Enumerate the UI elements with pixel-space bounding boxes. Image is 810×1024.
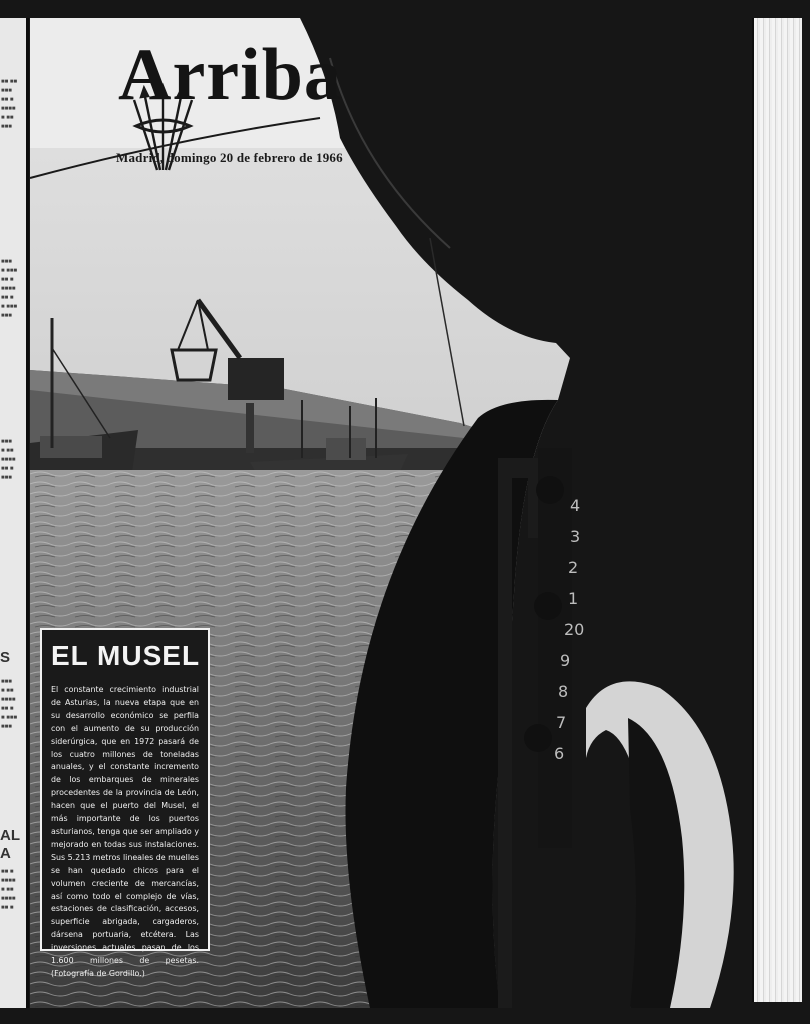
newspaper-title: Arriba xyxy=(118,34,342,116)
adjacent-page-text: ■■ ■■ ■■■ ■■ ■ ■■■■ ■ ■■ ■■■ xyxy=(1,79,18,130)
draft-mark: 20 xyxy=(564,620,585,639)
adjacent-page-heading: S xyxy=(0,649,11,666)
draft-mark: 1 xyxy=(568,589,579,608)
draft-mark: 3 xyxy=(570,527,581,546)
front-page xyxy=(30,18,752,1008)
adjacent-page-text: ■■■ ■ ■■■ ■■ ■ ■■■■ ■■ ■ ■ ■■■ ■■■ xyxy=(1,259,18,319)
draft-mark: 2 xyxy=(568,558,579,577)
draft-mark: 9 xyxy=(560,651,571,670)
dateline: Madrid, domingo 20 de febrero de 1966 xyxy=(116,150,343,165)
draft-mark: 8 xyxy=(558,682,569,701)
adjacent-page-heading: AL xyxy=(0,827,20,844)
adjacent-page-text: ■■■ ■ ■■ ■■■■ ■■ ■ ■■■ xyxy=(1,439,16,481)
caption-body: El constante crecimiento industrial de Asturias, la nueva etapa que en su desarrollo económico se perfila con el aumento de su producción siderúrgica, que en 1972 pasará de los cuatro millones de toneladas anuales, y el constante incremento de los embarques de minerales procedentes de la provincia de León, hacen que el puerto del Musel, el más importante de los puertos asturianos, tenga que ser ampliado y mejorado en todas sus instalaciones. Sus 5.213 metros lineales de muelles se han quedado chicos para el volumen creciente de mercancías, así como todo el complejo de vías, estaciones de clasificación, accesos, superficie abrigada, cargaderos, dársena portuaria, etcétera. Las inversiones actuales pasan de los 1.600 millones de pesetas. (Fotografía de Gordillo.) xyxy=(51,685,199,978)
adjacent-page-text: ■■■ ■ ■■ ■■■■ ■■ ■ ■ ■■■ ■■■ xyxy=(1,679,18,730)
adjacent-page-text: ■■ ■ ■■■■ ■ ■■ ■■■■ ■■ ■ xyxy=(1,869,16,911)
caption-headline: EL MUSEL xyxy=(51,640,201,671)
adjacent-page-heading: A xyxy=(0,845,11,862)
caption-box xyxy=(40,628,210,978)
draft-mark: 6 xyxy=(554,744,565,763)
draft-mark: 7 xyxy=(556,713,567,732)
page-edge xyxy=(752,18,802,1002)
adjacent-page-strip xyxy=(0,18,29,1008)
draft-mark: 4 xyxy=(570,496,581,515)
